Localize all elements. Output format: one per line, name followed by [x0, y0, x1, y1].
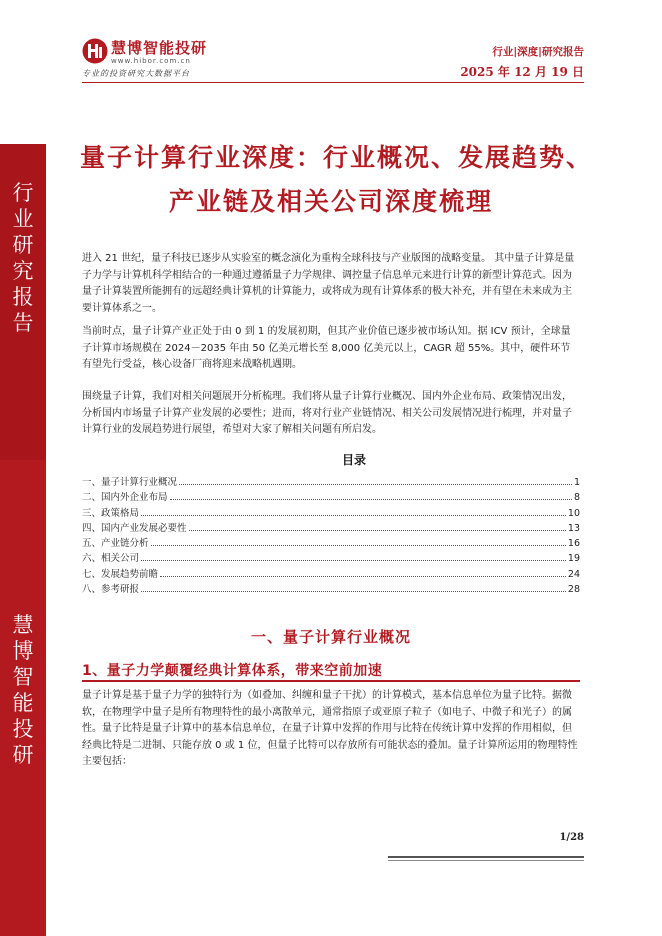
report-type: 行业|深度|研究报告: [492, 46, 584, 58]
subsection-heading: 1、量子力学颠覆经典计算体系，带来空前加速: [82, 663, 383, 679]
sidebar-brand-label: 慧 博 智 能 投 研: [12, 613, 34, 767]
brand-url[interactable]: www.hibor.com.cn: [111, 57, 191, 65]
toc-item[interactable]: 六、相关公司 19: [82, 553, 580, 565]
header-divider: [82, 82, 584, 83]
toc-item[interactable]: 四、国内产业发展必要性 13: [82, 522, 580, 534]
sidebar-report-label: 行 业 研 究 报 告: [12, 181, 34, 335]
footer-divider-thin: [388, 860, 584, 861]
toc-item[interactable]: 五、产业链分析 16: [82, 538, 580, 550]
brand-name: 慧博智能投研: [111, 39, 208, 57]
intro-paragraph-2: 当前时点，量子计算产业正处于由 0 到 1 的发展初期，但其产业价值已逐步被市场认知。据 ICV 预计，全球量子计算市场规模在 2024－2035 年由 50 亿美元增长至 8,000 亿美元以上，CAGR 超 55%。其中，硬件环节有望先行受益，核心设备厂商将迎来战略机遇期。: [82, 326, 571, 370]
page-number: 1/28: [559, 832, 584, 843]
toc-item[interactable]: 七、发展趋势前瞻 24: [82, 568, 580, 580]
toc-item[interactable]: 八、参考研报 28: [82, 584, 580, 596]
toc-heading: 目录: [341, 453, 366, 467]
table-of-contents: [82, 474, 580, 596]
intro-paragraph-1: 进入 21 世纪，量子科技已逐步从实验室的概念演化为重构全球科技与产业版图的战略变量。 其中量子计算是量子力学与计算机科学相结合的一种通过遵循量子力学规律、调控量子信息单元来进行计算的新型计算范式。因为量子计算装置所能拥有的远超经典计算机的计算能力，或将成为现有计算体系的极大补充，并有望在未来成为主要计算体系之一。: [82, 253, 575, 314]
brand-slogan: 专业的投资研究大数据平台: [82, 69, 190, 78]
intro-paragraph-3: 围绕量子计算，我们对相关问题展开分析梳理。我们将从量子计算行业概况、国内外企业布局、政策情况出发，分析国内市场量子计算产业发展的必要性；进而，将对行业产业链情况、相关公司发展情况进行梳理，并对量子计算行业的发展趋势进行展望，希望对大家了解相关问题有所启发。: [82, 391, 572, 435]
title-line-2: 产业链及相关公司深度梳理: [168, 187, 493, 216]
title-line-1: 量子计算行业深度：行业概况、发展趋势、: [80, 143, 594, 172]
toc-item[interactable]: 三、政策格局 10: [82, 507, 580, 519]
toc-item[interactable]: 二、国内外企业布局 8: [82, 492, 580, 504]
section-heading: 一、量子计算行业概况: [250, 628, 411, 646]
document-title: [80, 136, 594, 224]
subsection-divider: [82, 680, 580, 682]
report-date: 2025 年 12 月 19 日: [460, 65, 584, 79]
toc-item[interactable]: 一、量子计算行业概况 1: [82, 477, 580, 488]
brand-logo-icon: [82, 38, 108, 64]
section-body-paragraph: 量子计算是基于量子力学的独特行为（如叠加、纠缠和量子干扰）的计算模式，基本信息单位为量子比特。据微软，在物理学中量子是所有物理特性的最小离散单元，通常指原子或亚原子粒子（如电子、中微子和光子）的属性。量子比特是量子计算中的基本信息单位，在量子计算中发挥的作用与比特在传统计算中发挥的作用相似，但经典比特是二进制、只能存放 0 或 1 位，但量子比特可以存放所有可能状态的叠加。量子计算所运用的物理特性主要包括：: [82, 690, 578, 767]
footer-divider: [388, 856, 584, 858]
